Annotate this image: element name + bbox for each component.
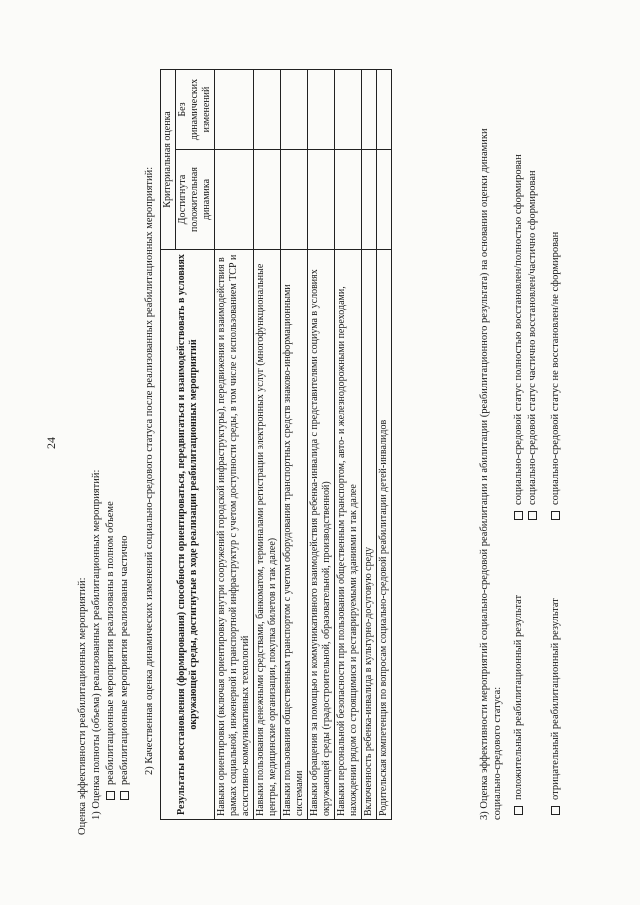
positive-option-full <box>512 154 525 520</box>
table-row <box>281 70 308 820</box>
row-label: Навыки пользования общественным транспортом с учетом оборудования транспортных средств знаково-информационными системами <box>281 250 308 820</box>
row-cell-positive[interactable] <box>335 150 362 250</box>
checkbox-partial[interactable] <box>120 791 129 800</box>
table-row <box>254 70 281 820</box>
row-cell-no-change[interactable] <box>215 70 254 150</box>
checkbox-positive-result[interactable] <box>514 806 523 815</box>
negative-option-label: социально-средовой статус не восстановлен/не сформирован <box>550 231 561 505</box>
row-cell-no-change[interactable] <box>254 70 281 150</box>
table-header-criteria: Критериальная оценка <box>161 70 176 250</box>
checkbox-full[interactable] <box>106 791 115 800</box>
table-header-results: Результаты восстановления (формирования) способности ориентироваться, передвигаться и взаимодействовать в условиях окружающей среды, достигнутые в ходе реализации реабилитационных мероприятий <box>161 250 215 820</box>
checkbox-negative-result[interactable] <box>551 806 560 815</box>
positive-option-partial <box>526 170 539 520</box>
negative-option <box>549 232 562 520</box>
row-cell-no-change[interactable] <box>281 70 308 150</box>
table-header-positive: Достигнута положительная динамика <box>176 150 215 250</box>
checkbox-status-full[interactable] <box>514 511 523 520</box>
item2-title: 2) Качественная оценка динамических изменений социально-средового статуса после реализованных реабилитационных мероприятий: <box>144 166 155 775</box>
row-label: Включенность ребенка-инвалида в культурно-досуговую среду <box>362 250 377 820</box>
row-label: Родительская компетенция по вопросам социально-средовой реабилитации детей-инвалидов <box>377 250 392 820</box>
item1-option-full <box>104 501 117 800</box>
section-heading: Оценка эффективности реабилитационных мероприятий: <box>77 577 88 835</box>
row-label: Навыки пользования денежными средствами, банкоматом, терминалами регистрации электронных услуг (многофункциональные центры, медицинские организации, покупка билетов и так далее) <box>254 250 281 820</box>
row-cell-no-change[interactable] <box>362 70 377 150</box>
negative-result <box>549 598 562 815</box>
positive-option-full-label: социально-средовой статус полностью восстановлен/полностью сформирован <box>513 154 524 505</box>
table-row <box>377 70 392 820</box>
row-cell-positive[interactable] <box>308 150 335 250</box>
item1-option-full-label: реабилитационные мероприятия реализованы в полном объеме <box>105 501 116 785</box>
page-number: 24 <box>44 437 58 449</box>
item1-title: 1) Оценка полноты (объема) реализованных реабилитационных мероприятий: <box>91 469 102 820</box>
positive-option-partial-label: социально-средовой статус частично восстановлен/частично сформирован <box>527 170 538 505</box>
positive-result-label: положительный реабилитационный результат <box>513 594 524 800</box>
row-cell-no-change[interactable] <box>377 70 392 150</box>
row-cell-positive[interactable] <box>281 150 308 250</box>
table-row <box>308 70 335 820</box>
row-cell-no-change[interactable] <box>308 70 335 150</box>
positive-result <box>512 595 525 815</box>
item1-option-partial <box>118 536 131 800</box>
checkbox-status-partial[interactable] <box>528 511 537 520</box>
table-row <box>362 70 377 820</box>
table-row <box>335 70 362 820</box>
row-cell-positive[interactable] <box>362 150 377 250</box>
evaluation-table <box>160 69 392 820</box>
row-cell-positive[interactable] <box>215 150 254 250</box>
row-cell-no-change[interactable] <box>335 70 362 150</box>
row-label: Навыки персональной безопасности при пользовании общественным транспортом, авто- и железнодорожными переходами, нахождении рядом со строящимися и реставрируемыми зданиями и так далее <box>335 250 362 820</box>
item3-title: 3) Оценка эффективности мероприятий социально-средовой реабилитации и абилитации (реабилитационного результата) на основании оценки динамики социально-средового статуса: <box>479 128 504 820</box>
row-label: Навыки обращения за помощью и коммуникативного взаимодействия ребенка-инвалида с представителями социума в условиях окружающей среды (градостроительной, образовательной, производственной) <box>308 250 335 820</box>
row-cell-positive[interactable] <box>254 150 281 250</box>
negative-result-label: отрицательный реабилитационный результат <box>550 598 561 800</box>
table-header-no-change: Без динамических изменений <box>176 70 215 150</box>
row-cell-positive[interactable] <box>377 150 392 250</box>
row-label: Навыки ориентировки (включая ориентировку внутри сооружений городской инфраструктуры), передвижения и взаимодействия в рамках социальной, инженерной и транспортной инфраструктур с учетом доступности среды, в том числе с использованием ТСР и ассистивно-коммуникативных технологий <box>215 250 254 820</box>
checkbox-status-none[interactable] <box>551 511 560 520</box>
table-row <box>215 70 254 820</box>
item1-option-partial-label: реабилитационные мероприятия реализованы частично <box>119 535 130 785</box>
